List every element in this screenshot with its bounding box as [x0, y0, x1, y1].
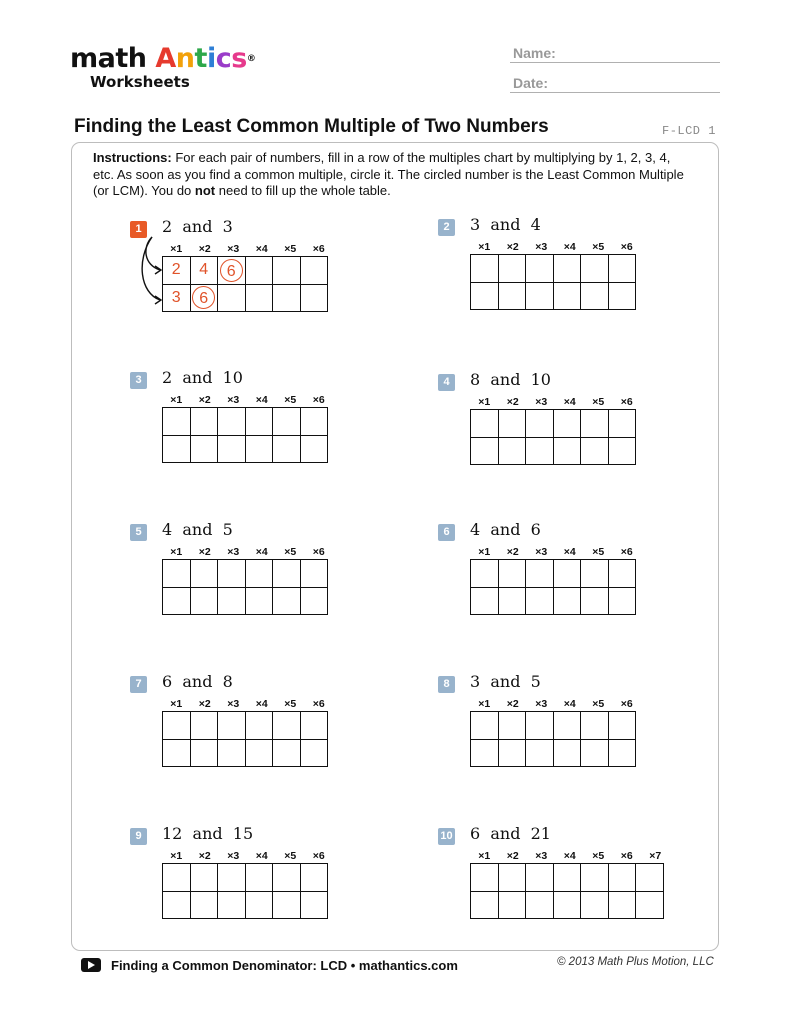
chart-cell[interactable]	[245, 284, 273, 312]
logo-wordmark: math Antics®	[70, 43, 256, 74]
chart-row	[471, 282, 636, 310]
chart-cell[interactable]	[526, 410, 554, 438]
chart-cell[interactable]	[218, 891, 246, 919]
multiple-value: 3	[171, 288, 181, 306]
multiplier-header: ×4	[563, 396, 576, 408]
chart-cell[interactable]	[608, 587, 636, 615]
chart-cell[interactable]	[553, 282, 581, 310]
chart-cell[interactable]	[608, 410, 636, 438]
logo-letter: s	[231, 43, 247, 74]
chart-cell[interactable]	[498, 560, 526, 588]
chart-cell[interactable]	[608, 739, 636, 767]
chart-row	[163, 891, 328, 919]
multiplier-header: ×5	[284, 850, 297, 862]
play-icon	[81, 958, 101, 972]
multiplier-header: ×3	[535, 241, 548, 253]
multiplier-header: ×6	[312, 850, 325, 862]
chart-cell[interactable]	[526, 437, 554, 465]
chart-cell[interactable]	[218, 560, 246, 588]
chart-cell[interactable]	[218, 408, 246, 436]
chart-cell[interactable]	[636, 864, 664, 892]
instructions	[93, 150, 693, 200]
problem-number-badge: 10	[438, 828, 455, 845]
multiplier-header: ×6	[620, 396, 633, 408]
chart-cell[interactable]	[273, 864, 301, 892]
arrow-to-row-1	[146, 237, 160, 270]
chart-row	[471, 437, 636, 465]
multiples-chart	[470, 711, 636, 767]
logo-letter: n	[175, 43, 195, 74]
chart-cell[interactable]	[190, 560, 218, 588]
chart-row	[163, 587, 328, 615]
chart-cell[interactable]	[245, 257, 273, 285]
chart-row	[163, 864, 328, 892]
logo-subtitle: Worksheets	[90, 73, 190, 91]
problem-number-badge: 8	[438, 676, 455, 693]
chart-cell[interactable]	[498, 891, 526, 919]
chart-cell[interactable]	[245, 891, 273, 919]
number-pair: 8 and 10	[470, 370, 551, 389]
chart-cell[interactable]	[471, 864, 499, 892]
chart-row	[163, 712, 328, 740]
chart-cell[interactable]	[190, 257, 218, 285]
chart-cell[interactable]	[218, 435, 246, 463]
chart-cell[interactable]	[498, 282, 526, 310]
chart-row	[471, 410, 636, 438]
chart-cell[interactable]	[498, 712, 526, 740]
chart-cell[interactable]	[553, 410, 581, 438]
chart-cell[interactable]	[300, 864, 328, 892]
problem-3	[130, 368, 390, 482]
multiplier-header: ×3	[535, 546, 548, 558]
problem-4	[438, 370, 698, 484]
number-pair: 6 and 21	[470, 824, 551, 843]
problem-6	[438, 520, 698, 634]
multiples-chart	[162, 256, 328, 312]
problem-number-badge: 4	[438, 374, 455, 391]
multiplier-header: ×1	[478, 698, 491, 710]
instructions-text: For each pair of numbers, fill in a row of the multiples chart by multiplying by 1, 2, 3, 4, etc. As soon as you find a common multiple, circle it. The circled number is the Least Common Multiple (or LCM). You do	[93, 150, 684, 198]
chart-cell[interactable]	[553, 864, 581, 892]
chart-cell[interactable]	[581, 739, 609, 767]
chart-cell[interactable]	[273, 284, 301, 312]
chart-cell[interactable]	[190, 408, 218, 436]
chart-cell[interactable]	[608, 282, 636, 310]
multiplier-header: ×3	[535, 396, 548, 408]
footer-video-link[interactable]	[81, 958, 458, 973]
name-line[interactable]	[510, 62, 720, 63]
problem-8	[438, 672, 698, 786]
multiplier-header: ×4	[255, 394, 268, 406]
chart-row	[471, 739, 636, 767]
multiplier-header: ×6	[620, 698, 633, 710]
chart-cell[interactable]	[273, 712, 301, 740]
multiplier-header: ×4	[563, 698, 576, 710]
chart-cell[interactable]	[471, 282, 499, 310]
multiplier-header: ×2	[198, 850, 211, 862]
multiples-chart	[162, 407, 328, 463]
multiplier-header: ×6	[312, 546, 325, 558]
chart-cell[interactable]	[190, 284, 218, 312]
multiples-chart	[162, 559, 328, 615]
chart-row	[163, 560, 328, 588]
chart-cell[interactable]	[245, 408, 273, 436]
chart-cell[interactable]	[553, 255, 581, 283]
multiplier-header: ×7	[649, 850, 662, 862]
multiplier-header: ×5	[284, 243, 297, 255]
problem-number-badge: 3	[130, 372, 147, 389]
chart-cell[interactable]	[163, 587, 191, 615]
multiplier-header: ×2	[506, 546, 519, 558]
problem-9	[130, 824, 390, 938]
chart-cell[interactable]	[163, 435, 191, 463]
chart-cell[interactable]	[471, 255, 499, 283]
multiples-chart	[470, 254, 636, 310]
chart-cell[interactable]	[526, 864, 554, 892]
chart-cell[interactable]	[608, 437, 636, 465]
circled-common-multiple: 6	[192, 286, 215, 309]
multiples-chart	[162, 863, 328, 919]
date-label: Date:	[513, 75, 549, 91]
chart-cell[interactable]	[300, 739, 328, 767]
chart-cell[interactable]	[300, 257, 328, 285]
multiplier-header: ×1	[170, 394, 183, 406]
multiplier-header: ×5	[592, 396, 605, 408]
number-pair: 12 and 15	[162, 824, 254, 843]
multiplier-header: ×4	[255, 698, 268, 710]
multiplier-header: ×3	[227, 243, 240, 255]
chart-cell[interactable]	[273, 739, 301, 767]
multiples-chart	[470, 863, 664, 919]
chart-cell[interactable]	[218, 587, 246, 615]
multiplier-header: ×3	[227, 850, 240, 862]
number-pair: 2 and 3	[162, 217, 233, 236]
multiplier-header: ×3	[535, 850, 548, 862]
number-pair: 4 and 6	[470, 520, 541, 539]
chart-cell[interactable]	[300, 284, 328, 312]
multiplier-header: ×5	[284, 698, 297, 710]
date-line[interactable]	[510, 92, 720, 93]
multiplier-header: ×6	[312, 394, 325, 406]
chart-cell[interactable]	[190, 712, 218, 740]
chart-row	[163, 435, 328, 463]
problem-number-badge: 7	[130, 676, 147, 693]
chart-cell[interactable]	[190, 891, 218, 919]
chart-cell[interactable]	[526, 255, 554, 283]
multiplier-header: ×2	[198, 394, 211, 406]
multiples-chart	[470, 559, 636, 615]
multiple-value: 2	[171, 261, 181, 279]
chart-cell[interactable]	[273, 587, 301, 615]
problem-number-badge: 9	[130, 828, 147, 845]
chart-cell[interactable]	[245, 864, 273, 892]
chart-cell[interactable]	[553, 587, 581, 615]
chart-cell[interactable]	[471, 437, 499, 465]
multiplier-header: ×1	[478, 241, 491, 253]
chart-cell[interactable]	[245, 587, 273, 615]
multiples-chart	[162, 711, 328, 767]
chart-cell[interactable]	[608, 560, 636, 588]
multiplier-header: ×1	[478, 396, 491, 408]
chart-cell[interactable]	[498, 739, 526, 767]
chart-row	[471, 255, 636, 283]
chart-cell[interactable]	[300, 408, 328, 436]
chart-cell[interactable]	[581, 255, 609, 283]
chart-cell[interactable]	[553, 891, 581, 919]
multiplier-header: ×1	[170, 546, 183, 558]
multiplier-header: ×2	[506, 396, 519, 408]
chart-cell[interactable]	[163, 257, 191, 285]
chart-row	[471, 891, 664, 919]
multiplier-header: ×6	[620, 546, 633, 558]
chart-cell[interactable]	[163, 408, 191, 436]
number-pair: 3 and 4	[470, 215, 541, 234]
chart-row	[163, 284, 328, 312]
logo-antics	[155, 43, 246, 74]
multiplier-header: ×1	[170, 850, 183, 862]
multiplier-header: ×6	[312, 698, 325, 710]
multiplier-header: ×4	[255, 243, 268, 255]
multiplier-header: ×2	[198, 698, 211, 710]
chart-cell[interactable]	[581, 712, 609, 740]
chart-cell[interactable]	[163, 864, 191, 892]
copyright: © 2013 Math Plus Motion, LLC	[557, 956, 714, 968]
chart-cell[interactable]	[163, 891, 191, 919]
number-pair: 2 and 10	[162, 368, 243, 387]
logo-letter: A	[155, 43, 176, 74]
arrowhead-row-2	[155, 296, 161, 304]
multiplier-header: ×1	[170, 243, 183, 255]
multiplier-header: ×1	[478, 546, 491, 558]
chart-cell[interactable]	[273, 891, 301, 919]
multiplier-header: ×2	[506, 850, 519, 862]
chart-row	[163, 257, 328, 285]
chart-cell[interactable]	[245, 560, 273, 588]
chart-cell[interactable]	[498, 410, 526, 438]
chart-cell[interactable]	[471, 587, 499, 615]
chart-cell[interactable]	[553, 739, 581, 767]
problem-number-badge: 5	[130, 524, 147, 541]
multiplier-header: ×5	[284, 546, 297, 558]
chart-cell[interactable]	[471, 739, 499, 767]
logo-letter: i	[206, 43, 216, 74]
chart-cell[interactable]	[526, 560, 554, 588]
chart-cell[interactable]	[218, 257, 246, 285]
chart-cell[interactable]	[245, 435, 273, 463]
chart-cell[interactable]	[526, 712, 554, 740]
chart-cell[interactable]	[498, 864, 526, 892]
chart-cell[interactable]	[190, 864, 218, 892]
chart-row	[471, 712, 636, 740]
chart-cell[interactable]	[581, 864, 609, 892]
chart-cell[interactable]	[163, 712, 191, 740]
multiplier-header: ×6	[620, 850, 633, 862]
problem-5	[130, 520, 390, 634]
chart-row	[471, 587, 636, 615]
circled-common-multiple: 6	[220, 259, 243, 282]
multiples-chart	[470, 409, 636, 465]
chart-row	[163, 739, 328, 767]
chart-cell[interactable]	[608, 864, 636, 892]
chart-cell[interactable]	[471, 560, 499, 588]
chart-cell[interactable]	[608, 891, 636, 919]
problem-10	[438, 824, 698, 938]
multiplier-header: ×3	[227, 394, 240, 406]
problem-number-badge: 1	[130, 221, 147, 238]
chart-cell[interactable]	[581, 891, 609, 919]
chart-cell[interactable]	[273, 408, 301, 436]
multiplier-header: ×4	[255, 546, 268, 558]
chart-cell[interactable]	[581, 587, 609, 615]
chart-cell[interactable]	[300, 712, 328, 740]
multiplier-header: ×4	[563, 546, 576, 558]
multiplier-header: ×5	[592, 850, 605, 862]
chart-cell[interactable]	[526, 891, 554, 919]
logo-letter: c	[215, 43, 232, 74]
chart-cell[interactable]	[498, 587, 526, 615]
problem-number-badge: 2	[438, 219, 455, 236]
chart-cell[interactable]	[300, 587, 328, 615]
chart-cell[interactable]	[498, 437, 526, 465]
chart-cell[interactable]	[273, 435, 301, 463]
chart-cell[interactable]	[218, 739, 246, 767]
chart-cell[interactable]	[300, 435, 328, 463]
multiplier-header: ×2	[198, 243, 211, 255]
chart-cell[interactable]	[581, 410, 609, 438]
multiplier-header: ×5	[592, 241, 605, 253]
multiplier-header: ×3	[535, 698, 548, 710]
multiplier-header: ×4	[255, 850, 268, 862]
multiplier-header: ×6	[312, 243, 325, 255]
multiplier-header: ×5	[284, 394, 297, 406]
multiplier-header: ×2	[198, 546, 211, 558]
worksheet-title: Finding the Least Common Multiple of Two Numbers	[74, 116, 549, 137]
chart-cell[interactable]	[581, 437, 609, 465]
worksheet-code: F-LCD 1	[662, 124, 716, 138]
instructions-bold: not	[194, 183, 216, 198]
multiplier-header: ×1	[170, 698, 183, 710]
chart-cell[interactable]	[526, 739, 554, 767]
math-antics-logo	[70, 43, 256, 98]
chart-row	[471, 864, 664, 892]
chart-cell[interactable]	[608, 712, 636, 740]
multiplier-header: ×2	[506, 241, 519, 253]
chart-cell[interactable]	[218, 284, 246, 312]
chart-cell[interactable]	[300, 891, 328, 919]
chart-cell[interactable]	[471, 712, 499, 740]
multiplier-header: ×6	[620, 241, 633, 253]
chart-cell[interactable]	[163, 560, 191, 588]
chart-cell[interactable]	[218, 864, 246, 892]
example-arrows	[138, 235, 166, 315]
multiplier-header: ×3	[227, 546, 240, 558]
chart-cell[interactable]	[553, 437, 581, 465]
chart-cell[interactable]	[163, 284, 191, 312]
chart-cell[interactable]	[471, 891, 499, 919]
problem-1	[130, 217, 390, 331]
multiplier-header: ×3	[227, 698, 240, 710]
instructions-label: Instructions:	[93, 150, 172, 165]
logo-letter: t	[194, 43, 207, 74]
chart-cell[interactable]	[273, 560, 301, 588]
name-label: Name:	[513, 45, 556, 61]
footer-link-text: Finding a Common Denominator: LCD • mathantics.com	[111, 958, 458, 973]
number-pair: 3 and 5	[470, 672, 541, 691]
chart-cell[interactable]	[190, 587, 218, 615]
multiplier-header: ×5	[592, 698, 605, 710]
chart-cell[interactable]	[526, 282, 554, 310]
chart-row	[471, 560, 636, 588]
chart-cell[interactable]	[190, 739, 218, 767]
chart-cell[interactable]	[273, 257, 301, 285]
chart-cell[interactable]	[526, 587, 554, 615]
multiplier-header: ×1	[478, 850, 491, 862]
chart-cell[interactable]	[218, 712, 246, 740]
multiplier-header: ×4	[563, 241, 576, 253]
chart-cell[interactable]	[553, 712, 581, 740]
chart-cell[interactable]	[553, 560, 581, 588]
chart-cell[interactable]	[608, 255, 636, 283]
multiple-value: 4	[199, 261, 209, 279]
chart-cell[interactable]	[245, 712, 273, 740]
chart-cell[interactable]	[636, 891, 664, 919]
chart-cell[interactable]	[163, 739, 191, 767]
number-pair: 4 and 5	[162, 520, 233, 539]
chart-cell[interactable]	[300, 560, 328, 588]
problem-2	[438, 215, 698, 329]
chart-cell[interactable]	[190, 435, 218, 463]
chart-cell[interactable]	[471, 410, 499, 438]
chart-cell[interactable]	[581, 560, 609, 588]
problem-7	[130, 672, 390, 786]
instructions-text-end: need to fill up the whole table.	[218, 183, 391, 198]
number-pair: 6 and 8	[162, 672, 233, 691]
chart-row	[163, 408, 328, 436]
problem-number-badge: 6	[438, 524, 455, 541]
chart-cell[interactable]	[498, 255, 526, 283]
multiplier-header: ×2	[506, 698, 519, 710]
chart-cell[interactable]	[581, 282, 609, 310]
multiplier-header: ×5	[592, 546, 605, 558]
chart-cell[interactable]	[245, 739, 273, 767]
multiplier-header: ×4	[563, 850, 576, 862]
